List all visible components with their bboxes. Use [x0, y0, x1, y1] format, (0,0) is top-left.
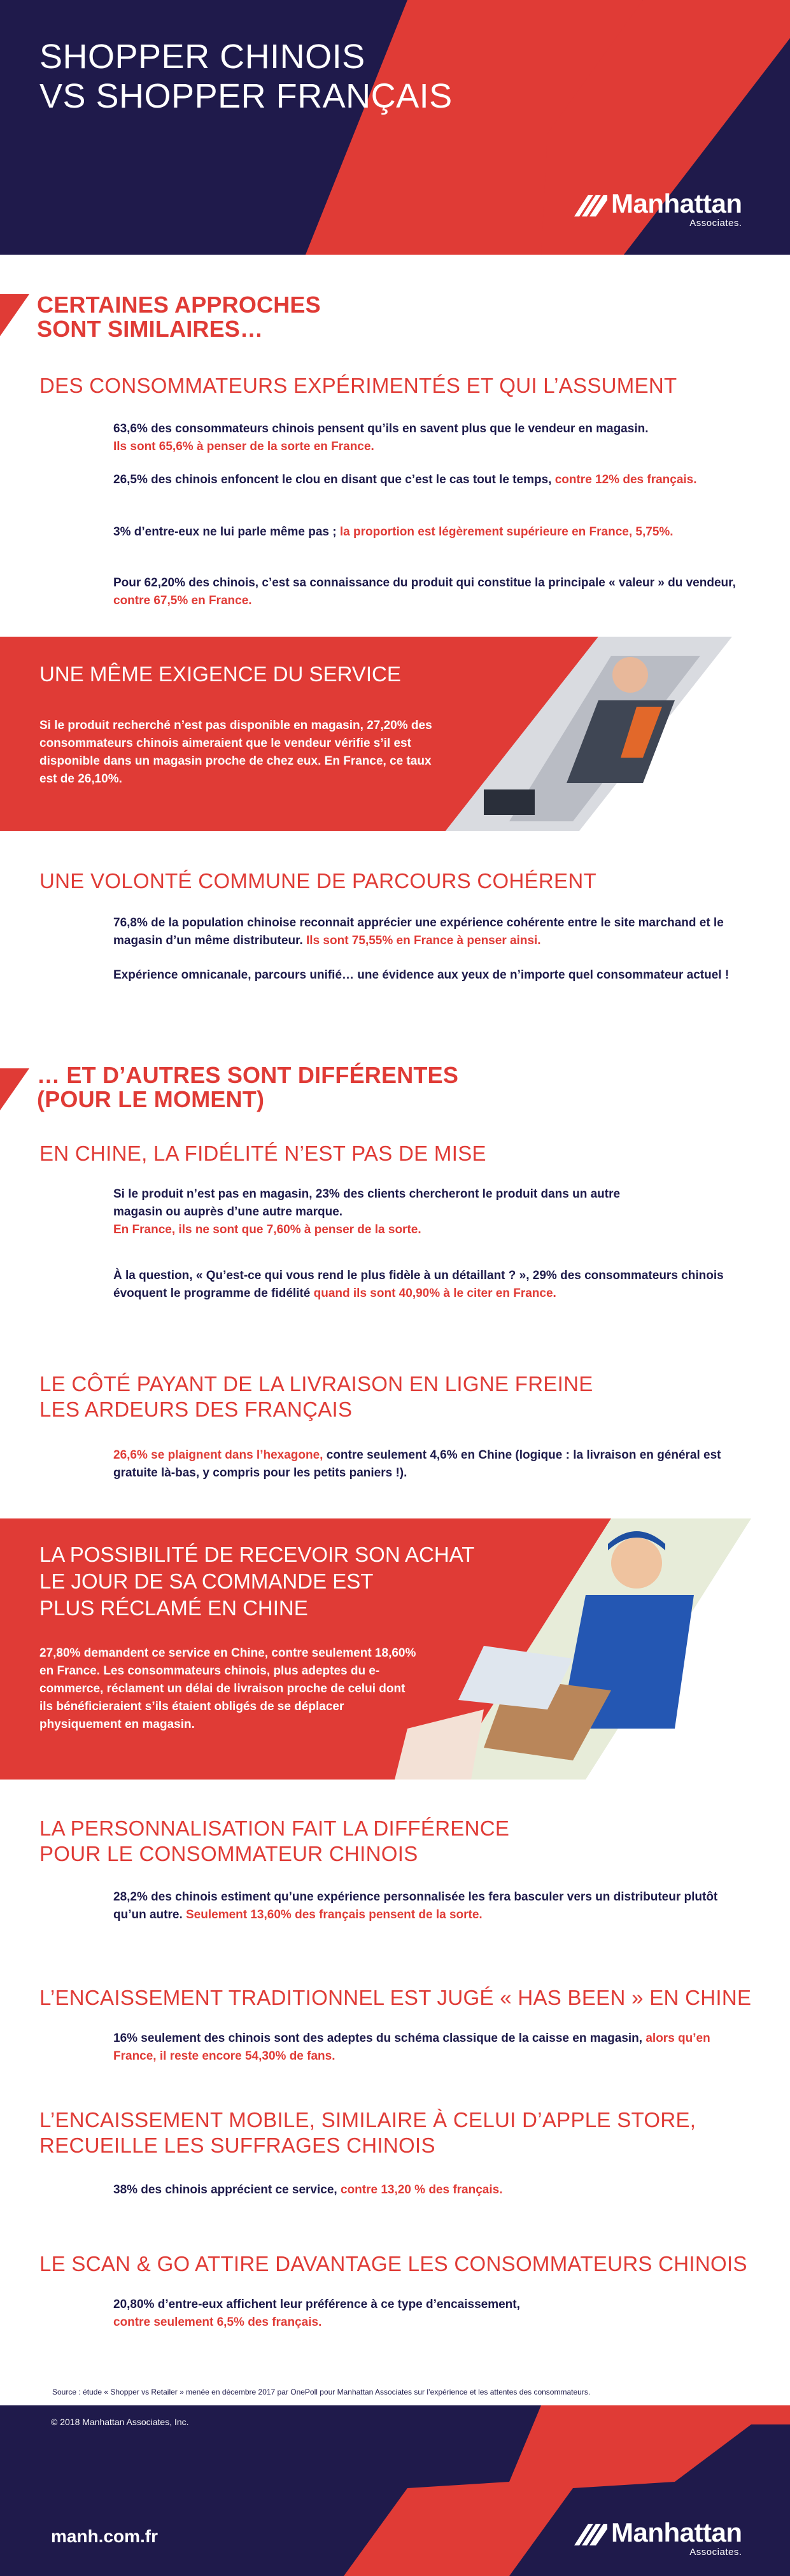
section-title: L’ENCAISSEMENT MOBILE, SIMILAIRE À CELUI D’APPLE STORE, RECUEILLE LES SUFFRAGES CHINOIS: [39, 2108, 696, 2157]
paragraph: 26,6% se plaignent dans l’hexagone, contre seulement 4,6% en Chine (logique : la livraison en général est gratuite là-bas, y compris pour les petits paniers !).: [113, 1448, 721, 1480]
section-title: LE SCAN & GO ATTIRE DAVANTAGE LES CONSOMMATEURS CHINOIS: [39, 2252, 747, 2275]
section-title: L’ENCAISSEMENT TRADITIONNEL EST JUGÉ « HAS BEEN » EN CHINE: [39, 1986, 752, 2009]
paragraph: 16% seulement des chinois sont des adeptes du schéma classique de la caisse en magasin, alors qu’en France, il reste encore 54,30% de fans.: [113, 2032, 710, 2063]
paragraph: 20,80% d’entre-eux affichent leur préférence à ce type d’encaissement, contre seulement 6,5% des français.: [113, 2298, 520, 2329]
footer-decoration: [0, 2405, 790, 2576]
section-title: DES CONSOMMATEURS EXPÉRIMENTÉS ET QUI L’ASSUMENT: [39, 374, 677, 397]
paragraph: 38% des chinois apprécient ce service, contre 13,20 % des français.: [113, 2183, 503, 2197]
corner-accent: [0, 1068, 32, 1110]
salesman-photo: [612, 657, 648, 693]
different-heading: … ET D’AUTRES SONT DIFFÉRENTES (POUR LE MOMENT): [37, 1062, 459, 1112]
corner-accent: [0, 294, 32, 336]
banner-text: 27,80% demandent ce service en Chine, contre seulement 18,60% en France. Les consommateurs chinois, plus adeptes du e-commerce, réclament un délai de livraison proche de celui dont ils bénéficieraient s’ils étaient obligés de se déplacer physiquement en magasin.: [39, 1646, 416, 1731]
copyright: © 2018 Manhattan Associates, Inc.: [51, 2417, 189, 2427]
paragraph: Pour 62,20% des chinois, c’est sa connaissance du produit qui constitue la principale « valeur » du vendeur, contre 67,5% en France.: [113, 576, 736, 607]
service-banner: [0, 637, 790, 831]
paragraph: 76,8% de la population chinoise reconnait apprécier une expérience cohérente entre le site marchand et le magasin d’un même distributeur. Ils sont 75,55% en France à penser ainsi.: [113, 916, 724, 947]
header: [0, 0, 790, 255]
paragraph: 3% d’entre-eux ne lui parle même pas ; la proportion est légèrement supérieure en France, 5,75%.: [113, 525, 674, 539]
paragraph: Expérience omnicanale, parcours unifié… une évidence aux yeux de n’importe quel consommateur actuel !: [113, 968, 730, 982]
manhattan-logo-icon: [574, 191, 607, 216]
laptop-photo: [484, 789, 535, 815]
paragraph: 28,2% des chinois estiment qu’une expérience personnalisée les fera basculer vers un distributeur plutôt qu’un autre. Seulement 13,60% des français pensent de la sorte.: [113, 1890, 718, 1921]
paragraph: 63,6% des consommateurs chinois pensent qu’ils en savent plus que le vendeur en magasin. Ils sont 65,6% à penser de la sorte en France.: [113, 422, 649, 453]
delivery-man-photo: [611, 1538, 662, 1589]
banner-title: UNE MÊME EXIGENCE DU SERVICE: [39, 662, 401, 686]
manhattan-logo-icon: [574, 2520, 607, 2545]
paragraph: 26,5% des chinois enfoncent le clou en disant que c’est le cas tout le temps, contre 12% des français.: [113, 473, 697, 486]
manhattan-logo: Manhattan Associates.: [574, 191, 742, 216]
website-link[interactable]: manh.com.fr: [51, 2526, 159, 2546]
manhattan-logo: Manhattan Associates.: [574, 2520, 742, 2545]
banner-title: LA POSSIBILITÉ DE RECEVOIR SON ACHAT LE JOUR DE SA COMMANDE EST PLUS RÉCLAMÉ EN CHINE: [39, 1543, 475, 1620]
paragraph: Si le produit n’est pas en magasin, 23% des clients chercheront le produit dans un autre magasin ou auprès d’une autre marque. En France, ils ne sont que 7,60% à penser de la sorte.: [113, 1187, 621, 1236]
banner-text: Si le produit recherché n’est pas disponible en magasin, 27,20% des consommateurs chinois aimeraient que le vendeur vérifie s’il est disponible dans un magasin proche de chez eux. En France, ce taux est de 26,10%.: [39, 719, 432, 786]
source-note: Source : étude « Shopper vs Retailer » menée en décembre 2017 par OnePoll pour Manhattan Associates sur l’expérience et les attentes des consommateurs.: [52, 2388, 591, 2396]
paragraph: À la question, « Qu’est-ce qui vous rend le plus fidèle à un détaillant ? », 29% des consommateurs chinois évoquent le programme de fidélité quand ils sont 40,90% à le citer en France.: [113, 1269, 724, 1300]
section-title: UNE VOLONTÉ COMMUNE DE PARCOURS COHÉRENT: [39, 869, 596, 893]
delivery-banner: [0, 1518, 790, 1780]
similar-heading: CERTAINES APPROCHES SONT SIMILAIRES…: [37, 292, 321, 342]
section-title: LE CÔTÉ PAYANT DE LA LIVRAISON EN LIGNE FREINE LES ARDEURS DES FRANÇAIS: [39, 1372, 593, 1421]
page-title: SHOPPER CHINOIS VS SHOPPER FRANÇAIS: [39, 38, 453, 115]
footer: [0, 2405, 790, 2576]
section-title: LA PERSONNALISATION FAIT LA DIFFÉRENCE POUR LE CONSOMMATEUR CHINOIS: [39, 1816, 510, 1865]
section-title: EN CHINE, LA FIDÉLITÉ N’EST PAS DE MISE: [39, 1142, 486, 1165]
